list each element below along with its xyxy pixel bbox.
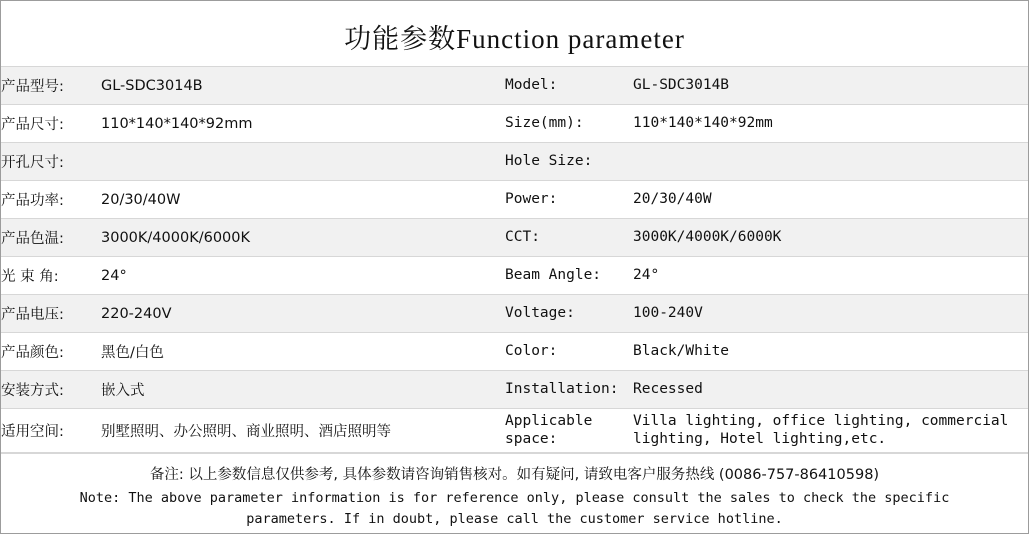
row-en-value: [633, 143, 1028, 181]
row-en-value: 20/30/40W: [633, 181, 1028, 219]
row-cn-value: [101, 143, 505, 181]
row-cn-label: 开孔尺寸:: [1, 143, 101, 181]
table-row: [1, 409, 1028, 453]
table-row: [1, 371, 1028, 409]
row-cn-value: 黑色/白色: [101, 333, 505, 371]
row-en-value: Villa lighting, office lighting, commercial lighting, Hotel lighting,etc.: [633, 409, 1028, 453]
row-cn-label: 安装方式:: [1, 371, 101, 409]
row-en-label: Beam Angle:: [505, 257, 633, 295]
row-en-value: Black/White: [633, 333, 1028, 371]
row-cn-label: 产品型号:: [1, 67, 101, 105]
row-cn-label: 产品颜色:: [1, 333, 101, 371]
row-en-value: Recessed: [633, 371, 1028, 409]
row-en-label: Voltage:: [505, 295, 633, 333]
table-row: [1, 181, 1028, 219]
row-en-label: Power:: [505, 181, 633, 219]
table-row: [1, 295, 1028, 333]
row-cn-label: 产品功率:: [1, 181, 101, 219]
row-en-label: Hole Size:: [505, 143, 633, 181]
page-title: 功能参数Function parameter: [344, 24, 685, 54]
row-cn-label: 产品色温:: [1, 219, 101, 257]
row-en-value: GL-SDC3014B: [633, 67, 1028, 105]
note-english: Note: The above parameter information is for reference only, please consult the sales to check the specific parameters. If in doubt, please call the customer service hotline.: [79, 490, 950, 527]
row-cn-value: 嵌入式: [101, 371, 505, 409]
row-en-value: 3000K/4000K/6000K: [633, 219, 1028, 257]
row-en-label: CCT:: [505, 219, 633, 257]
row-cn-value: 别墅照明、办公照明、商业照明、酒店照明等: [101, 409, 505, 453]
table-row: [1, 67, 1028, 105]
table-row: [1, 143, 1028, 181]
row-cn-value: 110*140*140*92mm: [101, 105, 505, 143]
row-en-label: Applicable space:: [505, 409, 633, 453]
row-cn-value: 24°: [101, 257, 505, 295]
row-cn-value: 3000K/4000K/6000K: [101, 219, 505, 257]
row-en-value: 100-240V: [633, 295, 1028, 333]
row-cn-value: 220-240V: [101, 295, 505, 333]
row-en-value: 24°: [633, 257, 1028, 295]
row-cn-label: 产品尺寸:: [1, 105, 101, 143]
row-en-label: Installation:: [505, 371, 633, 409]
note-chinese: 备注: 以上参数信息仅供参考, 具体参数请咨询销售核对。如有疑问, 请致电客户服务热线 (0086-757-86410598): [1, 453, 1028, 486]
row-cn-label: 光 束 角:: [1, 257, 101, 295]
row-cn-label: 适用空间:: [1, 409, 101, 453]
table-row: [1, 257, 1028, 295]
row-en-label: Model:: [505, 67, 633, 105]
row-en-label: Size(mm):: [505, 105, 633, 143]
table-row: [1, 219, 1028, 257]
table-row: [1, 333, 1028, 371]
row-cn-value: 20/30/40W: [101, 181, 505, 219]
table-row: [1, 105, 1028, 143]
row-en-label: Color:: [505, 333, 633, 371]
row-cn-value: GL-SDC3014B: [101, 67, 505, 105]
row-cn-label: 产品电压:: [1, 295, 101, 333]
row-en-value: 110*140*140*92mm: [633, 105, 1028, 143]
specification-table: [1, 66, 1028, 453]
